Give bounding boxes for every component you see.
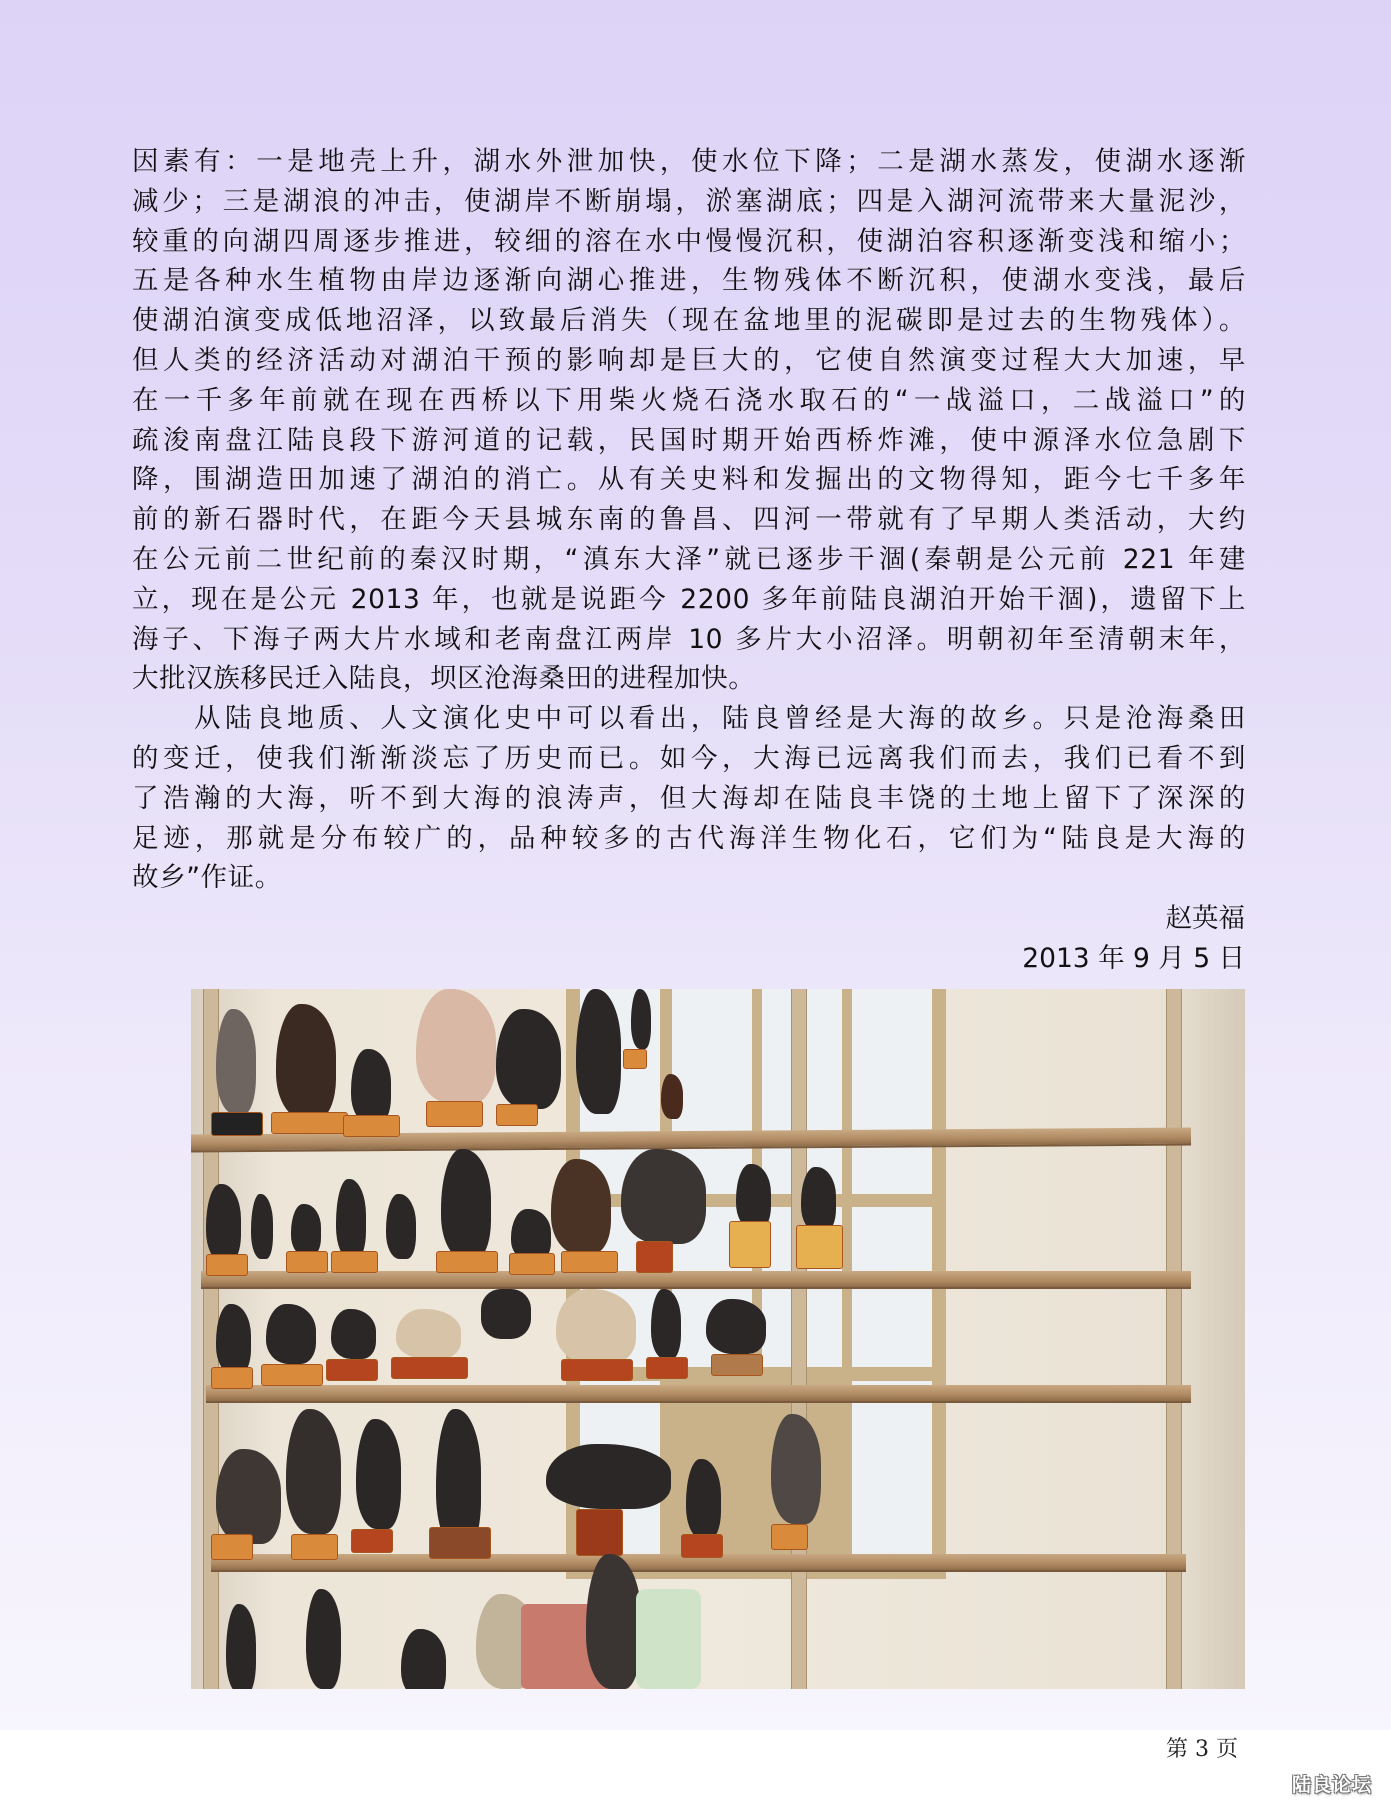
text-line: 大批汉族移民迁入陆良，坝区沧海桑田的进程加快。 bbox=[132, 663, 756, 695]
plastic-bag bbox=[636, 1589, 701, 1689]
forum-watermark: 陆良论坛 bbox=[1292, 1774, 1373, 1796]
paragraph-2 bbox=[132, 699, 1246, 898]
text-line: 五是各种水生植物由岸边逐渐向湖心推进，生物残体不断沉积，使湖水变浅，最后 bbox=[132, 265, 1246, 297]
shelf-3 bbox=[206, 1385, 1191, 1403]
text-line: 降，围湖造田加速了湖泊的消亡。从有关史料和发掘出的文物得知，距今七千多年 bbox=[132, 464, 1246, 496]
shelf-post bbox=[791, 989, 807, 1689]
text-line: 海子、下海子两大片水域和老南盘江两岸 10 多片大小沼泽。明朝初年至清朝末年， bbox=[132, 623, 1246, 655]
article-body bbox=[132, 142, 1246, 898]
text-line: 前的新石器时代，在距今天县城东南的鲁昌、四河一带就有了早期人类活动，大约 bbox=[132, 504, 1246, 536]
text-line: 足迹，那就是分布较广的，品种较多的古代海洋生物化石，它们为“陆良是大海的 bbox=[132, 822, 1246, 854]
signature-date: 2013 年 9 月 5 日 bbox=[1022, 943, 1245, 974]
stone-collection-photo bbox=[191, 989, 1245, 1689]
text-line: 了浩瀚的大海，听不到大海的浪涛声，但大海却在陆良丰饶的土地上留下了深深的 bbox=[132, 782, 1246, 814]
text-line: 使湖泊演变成低地沼泽，以致最后消失（现在盆地里的泥碳即是过去的生物残体）。 bbox=[132, 305, 1246, 337]
text-line: 故乡”作证。 bbox=[132, 862, 282, 894]
text-line: 立，现在是公元 2013 年，也就是说距今 2200 多年前陆良湖泊开始干涸)，遗留下上 bbox=[132, 583, 1246, 615]
text-line: 疏浚南盘江陆良段下游河道的记载，民国时期开始西桥炸滩，使中源泽水位急剧下 bbox=[132, 424, 1246, 456]
text-line: 较重的向湖四周逐步推进，较细的溶在水中慢慢沉积，使湖泊容积逐渐变浅和缩小； bbox=[132, 225, 1246, 257]
text-line: 的变迁，使我们渐渐淡忘了历史而已。如今，大海已远离我们而去，我们已看不到 bbox=[132, 742, 1246, 774]
text-line: 但人类的经济活动对湖泊干预的影响却是巨大的，它使自然演变过程大大加速，早 bbox=[132, 344, 1246, 376]
page-number: 第 3 页 bbox=[1166, 1737, 1238, 1762]
text-line: 因素有：一是地壳上升，湖水外泄加快，使水位下降；二是湖水蒸发，使湖水逐渐 bbox=[132, 146, 1246, 177]
text-line: 在一千多年前就在现在西桥以下用柴火烧石浇水取石的“一战溢口，二战溢口”的 bbox=[132, 384, 1246, 416]
shelf-2 bbox=[201, 1271, 1191, 1289]
paragraph-1 bbox=[132, 142, 1246, 699]
author-name: 赵英福 bbox=[1165, 903, 1245, 934]
text-line: 从陆良地质、人文演化史中可以看出，陆良曾经是大海的故乡。只是沧海桑田 bbox=[194, 703, 1246, 735]
text-line: 减少；三是湖浪的冲击，使湖岸不断崩塌，淤塞湖底；四是入湖河流带来大量泥沙， bbox=[132, 185, 1246, 217]
shelf-post bbox=[1166, 989, 1182, 1689]
text-line: 在公元前二世纪前的秦汉时期，“滇东大泽”就已逐步干涸(秦朝是公元前 221 年建 bbox=[132, 543, 1246, 575]
